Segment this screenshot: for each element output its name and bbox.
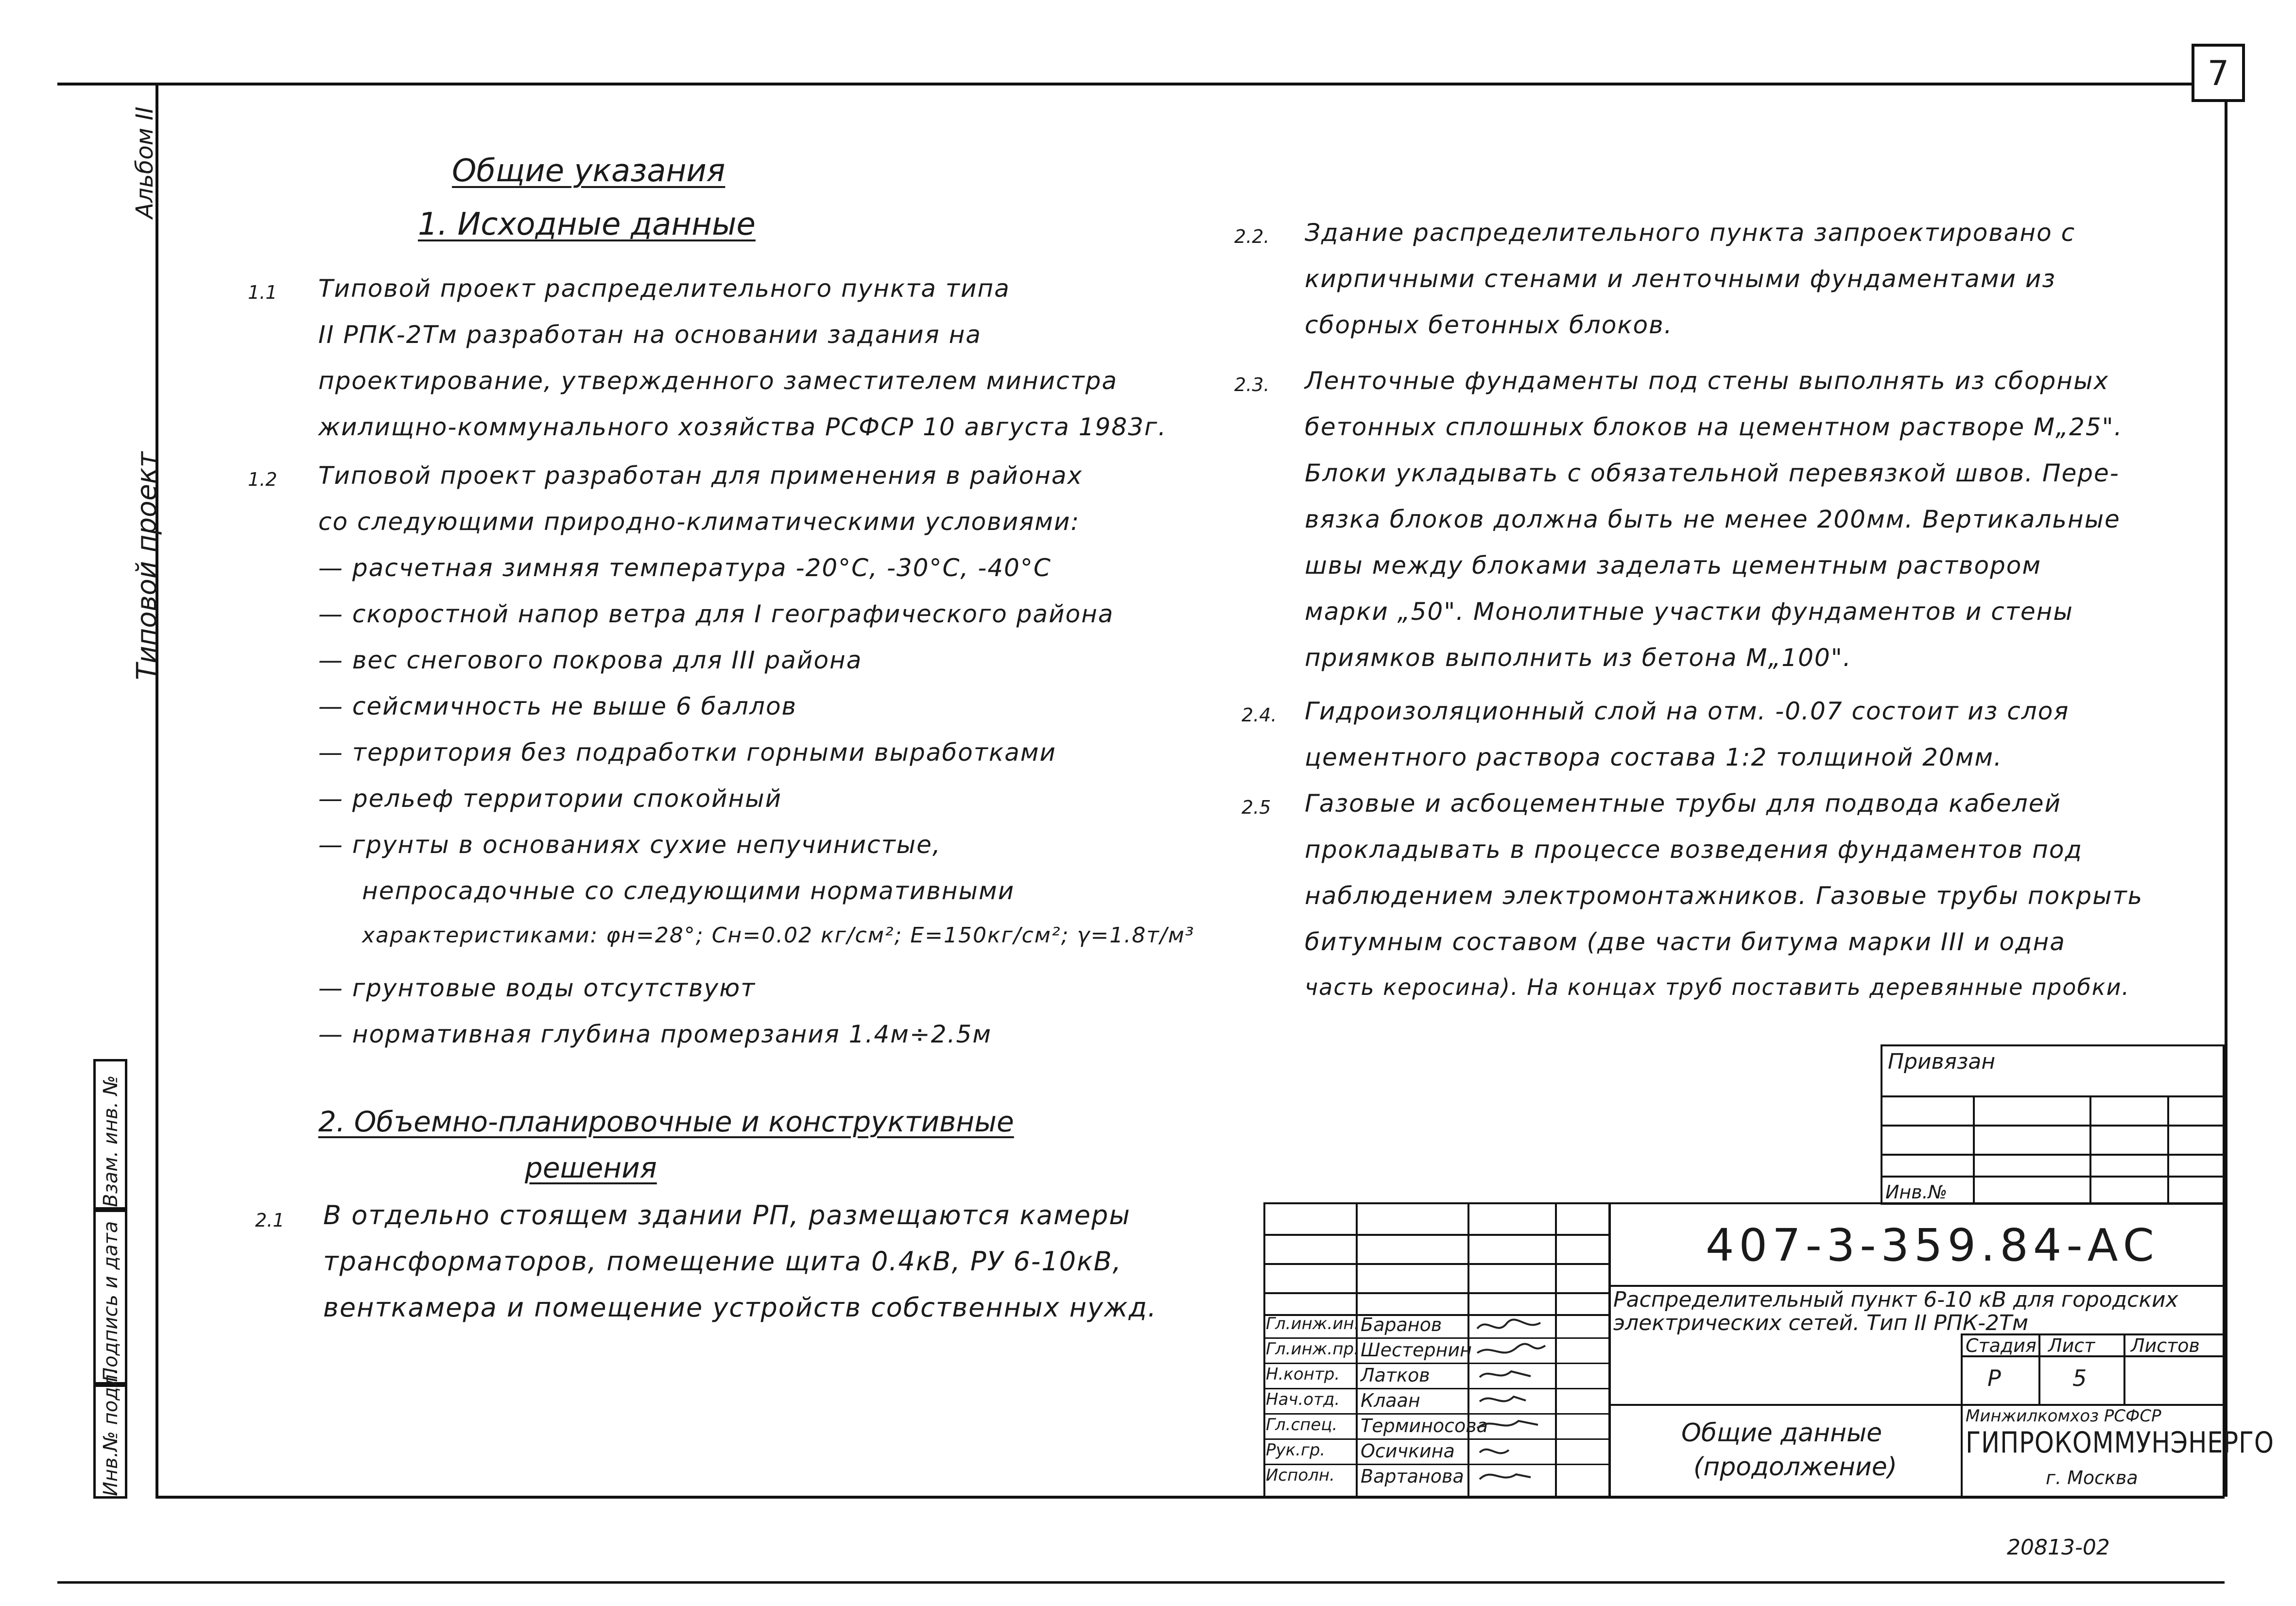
- item-2-1-number: 2.1: [255, 1210, 285, 1231]
- sheet-title: Общие данные: [1681, 1418, 1882, 1448]
- item-2-3-line: вязка блоков должна быть не менее 200мм. Вертикальные: [1305, 505, 2121, 533]
- name-cell: Клаан: [1361, 1390, 1420, 1411]
- condition-line: — сейсмичность не выше 6 баллов: [318, 692, 797, 720]
- item-1-2-line: со следующими природно-климатическими условиями:: [318, 508, 1080, 536]
- condition-line: — территория без подработки горными выработками: [318, 738, 1056, 767]
- item-2-5-line: битумным составом (две части битума марки III и одна: [1305, 928, 2066, 956]
- project-description-1: Распределительный пункт 6-10 кВ для городских: [1613, 1287, 2178, 1312]
- name-cell: Осичкина: [1361, 1440, 1455, 1462]
- project-type-label: Типовой проект: [131, 451, 163, 680]
- item-1-1-line: жилищно-коммунального хозяйства РСФСР 10 августа 1983г.: [318, 413, 1167, 441]
- sheet-value: 5: [2072, 1365, 2087, 1391]
- item-2-3-line: приямков выполнить из бетона М„100".: [1305, 644, 1852, 672]
- item-2-2-number: 2.2.: [1234, 226, 1270, 247]
- item-2-5-number: 2.5: [1242, 797, 1271, 818]
- item-2-3-number: 2.3.: [1234, 374, 1270, 395]
- item-1-2-number: 1.2: [248, 469, 277, 490]
- stamp-label-signature: Подпись и дата: [100, 1221, 122, 1382]
- item-2-3-line: Ленточные фундаменты под стены выполнять из сборных: [1305, 367, 2109, 395]
- organization-name: ГИПРОКОММУНЭНЕРГО: [1966, 1426, 2274, 1460]
- section2-heading: 2. Объемно-планировочные и конструктивные: [318, 1105, 1014, 1138]
- item-2-2-line: Здание распределительного пункта запроектировано с: [1305, 219, 2076, 247]
- item-1-2-line: Типовой проект разработан для применения в районах: [318, 461, 1083, 490]
- condition-line: — грунтовые воды отсутствуют: [318, 974, 756, 1002]
- document-code: 407-3-359.84-АС: [1706, 1219, 2159, 1271]
- name-cell: Терминосова: [1361, 1415, 1488, 1436]
- item-1-1-line: Типовой проект распределительного пункта типа: [318, 274, 1010, 303]
- footer-code: 20813-02: [2007, 1535, 2110, 1560]
- section1-heading: 1. Исходные данные: [418, 206, 756, 242]
- item-2-5-line: наблюдением электромонтажников. Газовые трубы покрыть: [1305, 882, 2143, 910]
- sheet-subtitle: (продолжение): [1693, 1452, 1898, 1482]
- main-title: Общие указания: [452, 153, 725, 189]
- item-1-1-number: 1.1: [248, 282, 277, 303]
- item-2-1-line: трансформаторов, помещение щита 0.4кВ, РУ 6-10кВ,: [323, 1246, 1122, 1277]
- item-2-1-line: венткамера и помещение устройств собственных нужд.: [323, 1292, 1157, 1323]
- ministry-name: Минжилкомхоз РСФСР: [1966, 1406, 2161, 1426]
- item-2-3-line: Блоки укладывать с обязательной перевязкой швов. Пере-: [1305, 459, 2120, 487]
- stamp-label-replace: Взам. инв. №: [100, 1075, 122, 1207]
- item-2-2-line: сборных бетонных блоков.: [1305, 311, 1673, 339]
- sheets-label: Листов: [2131, 1335, 2200, 1356]
- role-cell: Гл.инж.ин.: [1266, 1314, 1360, 1333]
- item-2-3-line: бетонных сплошных блоков на цементном растворе М„25".: [1305, 413, 2123, 441]
- attachment-label: Привязан: [1888, 1049, 1996, 1074]
- item-2-4-number: 2.4.: [1242, 704, 1277, 726]
- role-cell: Рук.гр.: [1266, 1440, 1326, 1460]
- name-cell: Баранов: [1361, 1314, 1442, 1335]
- stamp-box-signature: [93, 1210, 127, 1384]
- name-cell: Латков: [1361, 1365, 1430, 1386]
- item-2-3-line: швы между блоками заделать цементным раствором: [1305, 551, 2042, 580]
- stage-label: Стадия: [1966, 1335, 2037, 1356]
- page-number: 7: [2192, 44, 2245, 102]
- condition-line: — грунты в основаниях сухие непучинистые,: [318, 831, 941, 859]
- item-1-1-line: II РПК-2Тм разработан на основании задания на: [318, 321, 982, 349]
- stamp-box-inventory: [93, 1368, 127, 1499]
- item-2-5-line: часть керосина). На концах труб поставить деревянные пробки.: [1305, 974, 2130, 1000]
- condition-line: — нормативная глубина промерзания 1.4м÷2.5м: [318, 1020, 992, 1048]
- condition-line: — рельеф территории спокойный: [318, 785, 782, 813]
- name-cell: Шестернин: [1361, 1339, 1472, 1361]
- condition-line: характеристиками: φн=28°; Cн=0.02 кг/см²; E=150кг/см²; γ=1.8т/м³: [362, 923, 1195, 948]
- condition-line: — расчетная зимняя температура -20°С, -30°С, -40°С: [318, 554, 1052, 582]
- stage-value: Р: [1987, 1365, 2001, 1391]
- role-cell: Гл.инж.пр.: [1266, 1339, 1359, 1359]
- role-cell: Н.контр.: [1266, 1365, 1340, 1384]
- condition-line: — скоростной напор ветра для I географического района: [318, 600, 1114, 628]
- name-cell: Вартанова: [1361, 1466, 1464, 1487]
- role-cell: Гл.спец.: [1266, 1415, 1338, 1435]
- condition-line: — вес снегового покрова для III района: [318, 646, 863, 674]
- item-2-3-line: марки „50". Монолитные участки фундаментов и стены: [1305, 598, 2073, 626]
- item-1-1-line: проектирование, утвержденного заместителем министра: [318, 367, 1118, 395]
- role-cell: Нач.отд.: [1266, 1390, 1340, 1409]
- project-description-2: электрических сетей. Тип II РПК-2Тм: [1613, 1311, 2029, 1335]
- item-2-5-line: прокладывать в процессе возведения фундаментов под: [1305, 836, 2083, 864]
- bottom-trim-line: [57, 1581, 2225, 1584]
- organization-city: г. Москва: [2046, 1467, 2138, 1488]
- item-2-4-line: Гидроизоляционный слой на отм. -0.07 состоит из слоя: [1305, 697, 2070, 725]
- section2-heading-cont: решения: [525, 1151, 657, 1184]
- item-2-1-line: В отдельно стоящем здании РП, размещаются камеры: [323, 1200, 1131, 1230]
- stamp-box-replace: [93, 1059, 127, 1210]
- item-2-5-line: Газовые и асбоцементные трубы для подвода кабелей: [1305, 789, 2061, 818]
- item-2-2-line: кирпичными стенами и ленточными фундаментами из: [1305, 265, 2056, 293]
- signature-scribbles: [1472, 1314, 1550, 1494]
- item-2-4-line: цементного раствора состава 1:2 толщиной 20мм.: [1305, 743, 2003, 771]
- condition-line: непросадочные со следующими нормативными: [362, 877, 1015, 905]
- album-label: Альбом II: [131, 106, 158, 219]
- role-cell: Исполн.: [1266, 1466, 1335, 1485]
- sheet-label: Лист: [2048, 1335, 2095, 1356]
- stamp-label-inventory: Инв.№ подл.: [100, 1368, 122, 1496]
- inventory-label: Инв.№: [1885, 1181, 1948, 1203]
